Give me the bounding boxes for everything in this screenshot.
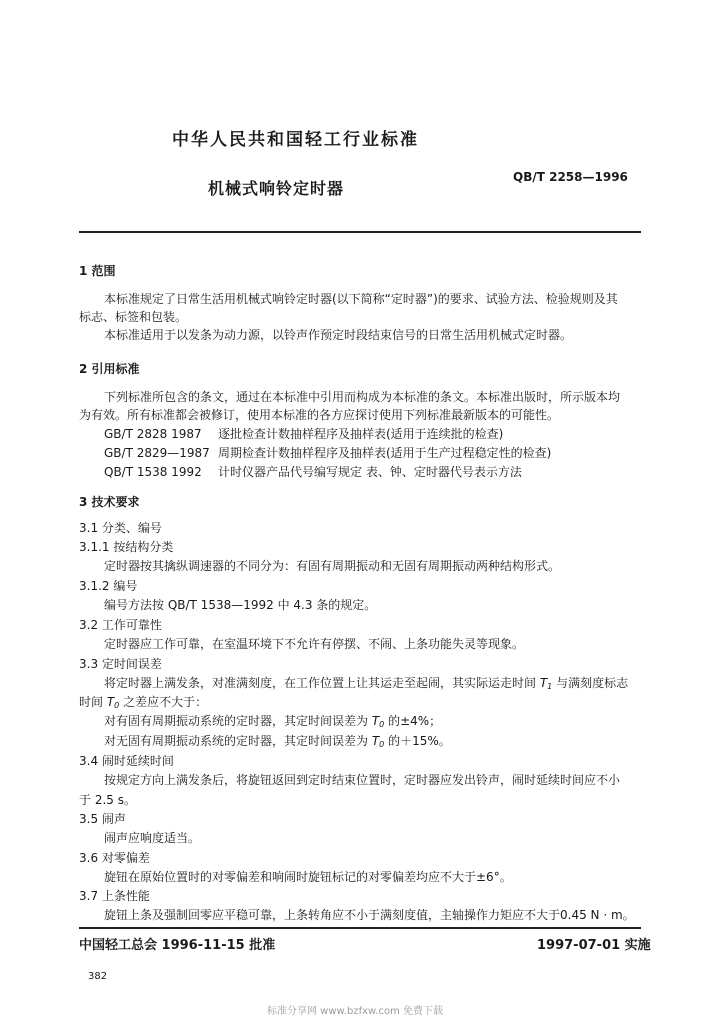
paragraph: 编号方法按 QB/T 1538—1992 中 4.3 条的规定。 <box>104 598 377 612</box>
text-segment: 的±4%； <box>384 714 442 728</box>
org-title: 中华人民共和国轻工行业标准 <box>172 130 419 150</box>
symbol-t0 <box>372 714 384 728</box>
paragraph: 闹声应响度适当。 <box>104 831 201 845</box>
symbol-t0 <box>372 734 384 748</box>
paragraph: 定时器应工作可靠，在室温环境下不允许有停摆、不闹、上条功能失灵等现象。 <box>104 637 525 651</box>
clause-heading: 3.6 对零偏差 <box>79 851 150 865</box>
section-1-heading: 1 范围 <box>79 264 116 278</box>
paragraph: 旋钮在原始位置时的对零偏差和响闹时旋钮标记的对零偏差均应不大于±6°。 <box>104 870 512 884</box>
text-segment: 时间 <box>79 695 107 709</box>
symbol-t1 <box>540 676 552 690</box>
paragraph: 于 2.5 s。 <box>79 793 136 807</box>
clause-heading: 3.1.1 按结构分类 <box>79 540 174 554</box>
symbol-subscript: 0 <box>114 701 120 710</box>
list-item <box>104 714 441 732</box>
reference-title: 逐批检查计数抽样程序及抽样表(适用于连续批的检查) <box>218 427 504 441</box>
symbol-letter: T <box>371 734 380 748</box>
implementation-date: 1997-07-01 实施 <box>537 938 651 953</box>
page-number: 382 <box>88 971 108 982</box>
paragraph <box>104 676 628 694</box>
text-segment: 与满刻度标志 <box>552 676 629 690</box>
paragraph: 定时器按其擒纵调速器的不同分为：有固有周期振动和无固有周期振动两种结构形式。 <box>104 559 561 573</box>
symbol-letter: T <box>371 714 380 728</box>
clause-heading: 3.5 闹声 <box>79 812 126 826</box>
footer-divider <box>79 927 641 929</box>
reference-code: GB/T 2828 1987 <box>104 427 202 441</box>
paragraph: 按规定方向上满发条后，将旋钮返回到定时结束位置时，定时器应发出铃声，闹时延续时间应不小 <box>104 773 621 787</box>
section-3-heading: 3 技术要求 <box>79 495 140 509</box>
symbol-subscript: 0 <box>379 720 385 729</box>
text-segment: 对无固有周期振动系统的定时器，其定时间误差为 <box>104 734 372 748</box>
text-segment: 之差应不大于： <box>119 695 208 709</box>
clause-heading: 3.2 工作可靠性 <box>79 618 162 632</box>
text-segment: 的＋15%。 <box>384 734 451 748</box>
standard-code: QB/T 2258—1996 <box>513 170 628 184</box>
clause-heading: 3.7 上条性能 <box>79 889 150 903</box>
reference-title: 计时仪器产品代号编写规定 表、钟、定时器代号表示方法 <box>218 465 522 479</box>
text-segment: 将定时器上满发条，对准满刻度，在工作位置上让其运走至起闹，其实际运走时间 <box>104 676 540 690</box>
paragraph: 本标准适用于以发条为动力源，以铃声作预定时段结束信号的日常生活用机械式定时器。 <box>104 328 573 342</box>
clause-heading: 3.4 闹时延续时间 <box>79 754 174 768</box>
text-segment: 对有固有周期振动系统的定时器，其定时间误差为 <box>104 714 372 728</box>
clause-heading: 3.1.2 编号 <box>79 579 138 593</box>
paragraph: 为有效。所有标准都会被修订，使用本标准的各方应探讨使用下列标准最新版本的可能性。 <box>79 408 560 422</box>
approval-line: 中国轻工总会 1996-11-15 批准 <box>79 938 276 953</box>
clause-heading: 3.3 定时间误差 <box>79 657 162 671</box>
standard-title: 机械式响铃定时器 <box>208 179 345 198</box>
list-item <box>104 734 451 752</box>
header-divider <box>79 231 641 233</box>
symbol-letter: T <box>539 676 548 690</box>
symbol-subscript: 0 <box>379 740 385 749</box>
paragraph: 本标准规定了日常生活用机械式响铃定时器(以下简称“定时器”)的要求、试验方法、检验规则及其 <box>104 292 618 306</box>
paragraph: 下列标准所包含的条文，通过在本标准中引用而构成为本标准的条文。本标准出版时，所示版本均 <box>104 390 621 404</box>
section-2-heading: 2 引用标准 <box>79 362 140 376</box>
paragraph: 标志、标签和包装。 <box>79 310 188 324</box>
symbol-t0 <box>107 695 119 709</box>
clause-heading: 3.1 分类、编号 <box>79 521 162 535</box>
watermark-text: 标准分享网 www.bzfxw.com 免费下载 <box>267 1006 443 1017</box>
symbol-subscript: 1 <box>547 682 553 691</box>
reference-code: GB/T 2829—1987 <box>104 446 210 460</box>
paragraph <box>79 695 207 713</box>
reference-title: 周期检查计数抽样程序及抽样表(适用于生产过程稳定性的检查) <box>218 446 552 460</box>
symbol-letter: T <box>106 695 115 709</box>
paragraph: 旋钮上条及强制回零应平稳可靠，上条转角应不小于满刻度值，主轴操作力矩应不大于0.45 N · m。 <box>104 908 635 922</box>
reference-code: QB/T 1538 1992 <box>104 465 202 479</box>
